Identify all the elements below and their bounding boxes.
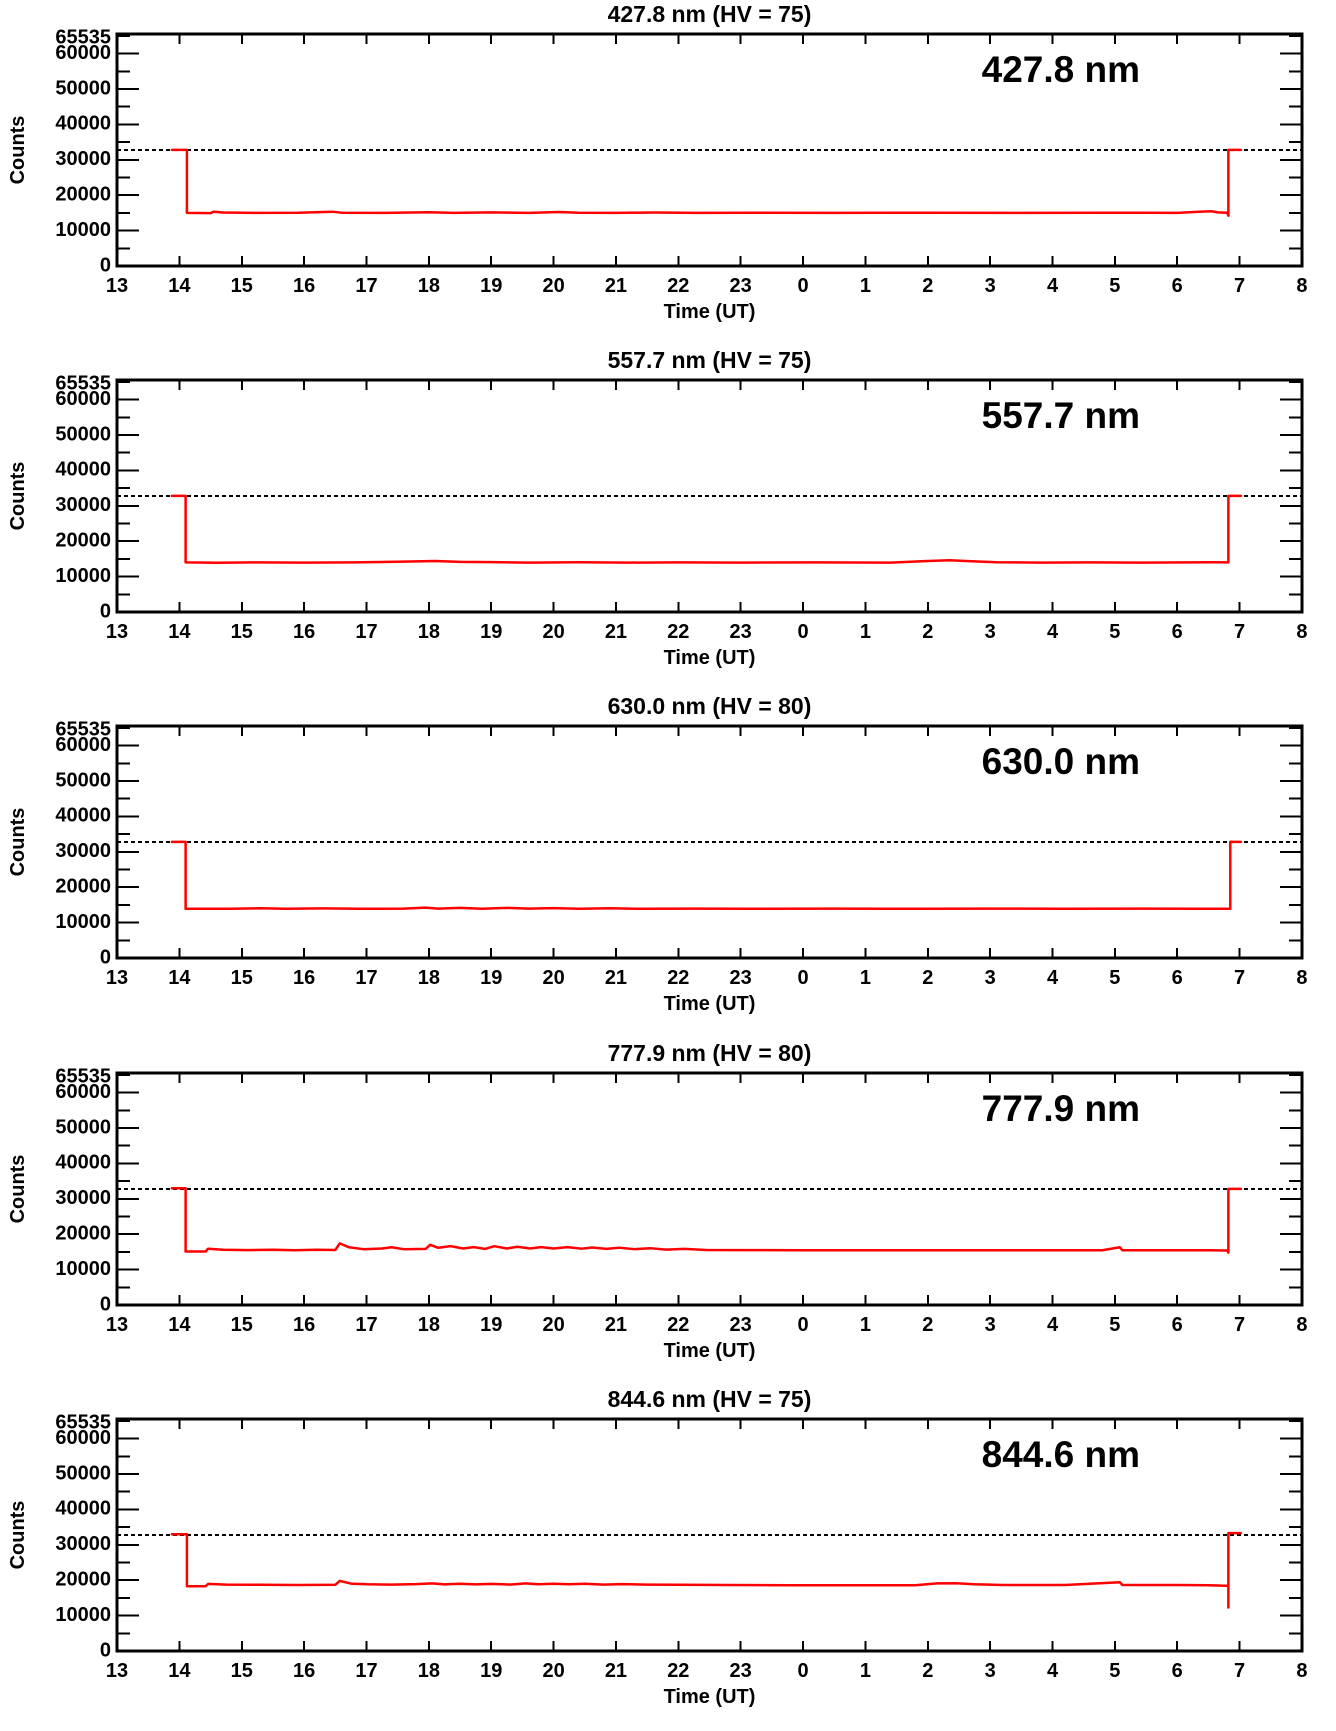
x-tick-label: 2 [922, 621, 934, 644]
x-tick-label: 4 [1046, 1313, 1059, 1336]
x-tick-label: 2 [922, 1313, 934, 1336]
y-tick-label: 50000 [55, 1115, 112, 1138]
y-tick-label: 30000 [55, 1532, 112, 1555]
y-tick-label: 30000 [55, 840, 112, 863]
y-tick-label: 60000 [55, 1426, 112, 1449]
x-tick-label: 16 [293, 274, 316, 297]
time-axis-label: Time (UT) [663, 647, 756, 670]
x-tick-label: 23 [729, 274, 752, 297]
y-tick-label: 20000 [55, 875, 112, 898]
x-tick-label: 19 [480, 274, 503, 297]
y-tick-label: 10000 [55, 1603, 112, 1626]
y-tick-label: 10000 [55, 565, 112, 588]
data-line [172, 842, 1241, 909]
x-tick-label: 18 [417, 967, 440, 990]
x-tick-label: 22 [667, 967, 690, 990]
x-tick-label: 8 [1296, 1313, 1308, 1336]
y-tick-label: 0 [99, 1639, 112, 1662]
data-line [172, 150, 1241, 216]
time-axis-label: Time (UT) [663, 1339, 756, 1362]
x-tick-label: 3 [984, 274, 996, 297]
y-tick-label: 50000 [55, 1462, 112, 1485]
x-tick-label: 17 [355, 967, 378, 990]
x-tick-label: 3 [984, 621, 996, 644]
x-tick-label: 13 [105, 1659, 129, 1682]
x-tick-label: 15 [230, 274, 253, 297]
x-tick-label: 3 [984, 1313, 996, 1336]
counts-axis-label: Counts [7, 1500, 30, 1570]
x-tick-label: 21 [604, 621, 628, 644]
wavelength-label: 630.0 nm [981, 741, 1140, 783]
x-tick-label: 6 [1171, 1313, 1183, 1336]
x-tick-label: 7 [1234, 1313, 1246, 1336]
counts-axis-label: Counts [7, 115, 30, 185]
x-tick-label: 17 [355, 621, 378, 644]
data-line [172, 496, 1241, 563]
y-tick-label: 30000 [55, 148, 112, 171]
x-tick-label: 21 [604, 274, 628, 297]
x-tick-label: 19 [480, 967, 503, 990]
x-tick-label: 23 [729, 621, 752, 644]
x-tick-label: 15 [230, 621, 253, 644]
y-tick-label: 20000 [55, 529, 112, 552]
x-tick-label: 4 [1046, 967, 1059, 990]
y-tick-label: 20000 [55, 183, 112, 206]
y-tick-label: 40000 [55, 1151, 112, 1174]
y-tick-label: 65535 [55, 26, 112, 49]
panel-844-6-nm [0, 1385, 1336, 1731]
counts-axis-label: Counts [7, 807, 30, 877]
y-tick-label: 60000 [55, 388, 112, 411]
x-tick-label: 8 [1296, 967, 1308, 990]
x-tick-label: 0 [797, 967, 809, 990]
x-tick-label: 18 [417, 1659, 440, 1682]
data-line [172, 1533, 1241, 1607]
x-tick-label: 4 [1046, 274, 1059, 297]
y-tick-label: 30000 [55, 494, 112, 517]
y-tick-label: 50000 [55, 769, 112, 792]
x-tick-label: 2 [922, 274, 934, 297]
x-tick-label: 3 [984, 1659, 996, 1682]
y-tick-label: 60000 [55, 41, 112, 64]
counts-axis-label: Counts [7, 461, 30, 531]
x-tick-label: 1 [859, 967, 871, 990]
x-tick-label: 21 [604, 1659, 628, 1682]
x-tick-label: 17 [355, 274, 378, 297]
x-tick-label: 13 [105, 1313, 129, 1336]
x-tick-label: 21 [604, 1313, 628, 1336]
y-tick-label: 0 [99, 600, 112, 623]
wavelength-label: 777.9 nm [981, 1087, 1140, 1129]
panel-777-9-nm [0, 1039, 1336, 1385]
x-tick-label: 1 [859, 621, 871, 644]
x-tick-label: 16 [293, 621, 316, 644]
x-tick-label: 20 [542, 1313, 565, 1336]
x-tick-label: 13 [105, 967, 129, 990]
x-tick-label: 2 [922, 1659, 934, 1682]
panel-title: 844.6 nm (HV = 75) [607, 1385, 812, 1412]
y-tick-label: 20000 [55, 1568, 112, 1591]
x-tick-label: 3 [984, 967, 996, 990]
panel-557-7-nm [0, 346, 1336, 692]
y-tick-label: 10000 [55, 1257, 112, 1280]
x-tick-label: 7 [1234, 621, 1246, 644]
data-line [172, 1188, 1241, 1252]
x-tick-label: 1 [859, 274, 871, 297]
x-tick-label: 14 [168, 1659, 191, 1682]
x-tick-label: 5 [1109, 1659, 1121, 1682]
x-tick-label: 13 [105, 274, 129, 297]
y-tick-label: 0 [99, 946, 112, 969]
x-tick-label: 18 [417, 621, 440, 644]
x-tick-label: 5 [1109, 274, 1121, 297]
x-tick-label: 23 [729, 967, 752, 990]
x-tick-label: 14 [168, 1313, 191, 1336]
x-tick-label: 23 [729, 1313, 752, 1336]
time-axis-label: Time (UT) [663, 993, 756, 1016]
x-tick-label: 4 [1046, 1659, 1059, 1682]
panel-630-0-nm [0, 692, 1336, 1038]
y-tick-label: 50000 [55, 423, 112, 446]
panel-title: 630.0 nm (HV = 80) [607, 693, 812, 720]
y-tick-label: 20000 [55, 1222, 112, 1245]
y-tick-label: 0 [99, 254, 112, 277]
x-tick-label: 7 [1234, 1659, 1246, 1682]
time-axis-label: Time (UT) [663, 300, 756, 323]
x-tick-label: 18 [417, 1313, 440, 1336]
x-tick-label: 0 [797, 274, 809, 297]
x-tick-label: 1 [859, 1659, 871, 1682]
x-tick-label: 6 [1171, 621, 1183, 644]
x-tick-label: 19 [480, 621, 503, 644]
wavelength-label: 844.6 nm [981, 1433, 1140, 1475]
x-tick-label: 14 [168, 621, 191, 644]
x-tick-label: 2 [922, 967, 934, 990]
x-tick-label: 5 [1109, 621, 1121, 644]
y-tick-label: 10000 [55, 218, 112, 241]
y-tick-label: 30000 [55, 1186, 112, 1209]
counts-axis-label: Counts [7, 1154, 30, 1223]
y-tick-label: 65535 [55, 718, 112, 741]
x-tick-label: 21 [604, 967, 628, 990]
y-tick-label: 65535 [55, 372, 112, 395]
x-tick-label: 15 [230, 967, 253, 990]
panel-title: 777.9 nm (HV = 80) [607, 1039, 812, 1066]
x-tick-label: 6 [1171, 1659, 1183, 1682]
x-tick-label: 13 [105, 621, 129, 644]
x-tick-label: 0 [797, 1659, 809, 1682]
x-tick-label: 20 [542, 621, 565, 644]
y-tick-label: 65535 [55, 1411, 112, 1434]
panel-427-8-nm [0, 0, 1336, 346]
y-tick-label: 40000 [55, 1497, 112, 1520]
x-tick-label: 17 [355, 1659, 378, 1682]
x-tick-label: 6 [1171, 274, 1183, 297]
x-tick-label: 8 [1296, 621, 1308, 644]
x-tick-label: 19 [480, 1659, 503, 1682]
x-tick-label: 20 [542, 1659, 565, 1682]
y-tick-label: 40000 [55, 112, 112, 135]
x-tick-label: 14 [168, 274, 191, 297]
wavelength-label: 557.7 nm [981, 395, 1140, 437]
y-tick-label: 60000 [55, 1080, 112, 1103]
x-tick-label: 0 [797, 1313, 809, 1336]
x-tick-label: 16 [293, 1313, 316, 1336]
x-tick-label: 17 [355, 1313, 378, 1336]
y-tick-label: 10000 [55, 911, 112, 934]
x-tick-label: 18 [417, 274, 440, 297]
x-tick-label: 5 [1109, 967, 1121, 990]
panel-title: 427.8 nm (HV = 75) [607, 0, 812, 27]
x-tick-label: 8 [1296, 1659, 1308, 1682]
y-tick-label: 65535 [55, 1064, 112, 1087]
y-tick-label: 40000 [55, 805, 112, 828]
time-axis-label: Time (UT) [663, 1685, 756, 1708]
y-tick-label: 40000 [55, 458, 112, 481]
x-tick-label: 22 [667, 621, 690, 644]
x-tick-label: 19 [480, 1313, 503, 1336]
y-tick-label: 60000 [55, 734, 112, 757]
x-tick-label: 22 [667, 1659, 690, 1682]
x-tick-label: 15 [230, 1659, 253, 1682]
panel-title: 557.7 nm (HV = 75) [607, 347, 812, 374]
x-tick-label: 14 [168, 967, 191, 990]
x-tick-label: 16 [293, 967, 316, 990]
x-tick-label: 6 [1171, 967, 1183, 990]
x-tick-label: 5 [1109, 1313, 1121, 1336]
x-tick-label: 16 [293, 1659, 316, 1682]
wavelength-label: 427.8 nm [981, 48, 1140, 90]
x-tick-label: 1 [859, 1313, 871, 1336]
x-tick-label: 20 [542, 967, 565, 990]
x-tick-label: 15 [230, 1313, 253, 1336]
x-tick-label: 22 [667, 1313, 690, 1336]
x-tick-label: 8 [1296, 274, 1308, 297]
y-tick-label: 50000 [55, 77, 112, 100]
x-tick-label: 7 [1234, 967, 1246, 990]
x-tick-label: 7 [1234, 274, 1246, 297]
y-tick-label: 0 [99, 1292, 112, 1315]
x-tick-label: 4 [1046, 621, 1059, 644]
x-tick-label: 23 [729, 1659, 752, 1682]
x-tick-label: 22 [667, 274, 690, 297]
x-tick-label: 0 [797, 621, 809, 644]
x-tick-label: 20 [542, 274, 565, 297]
